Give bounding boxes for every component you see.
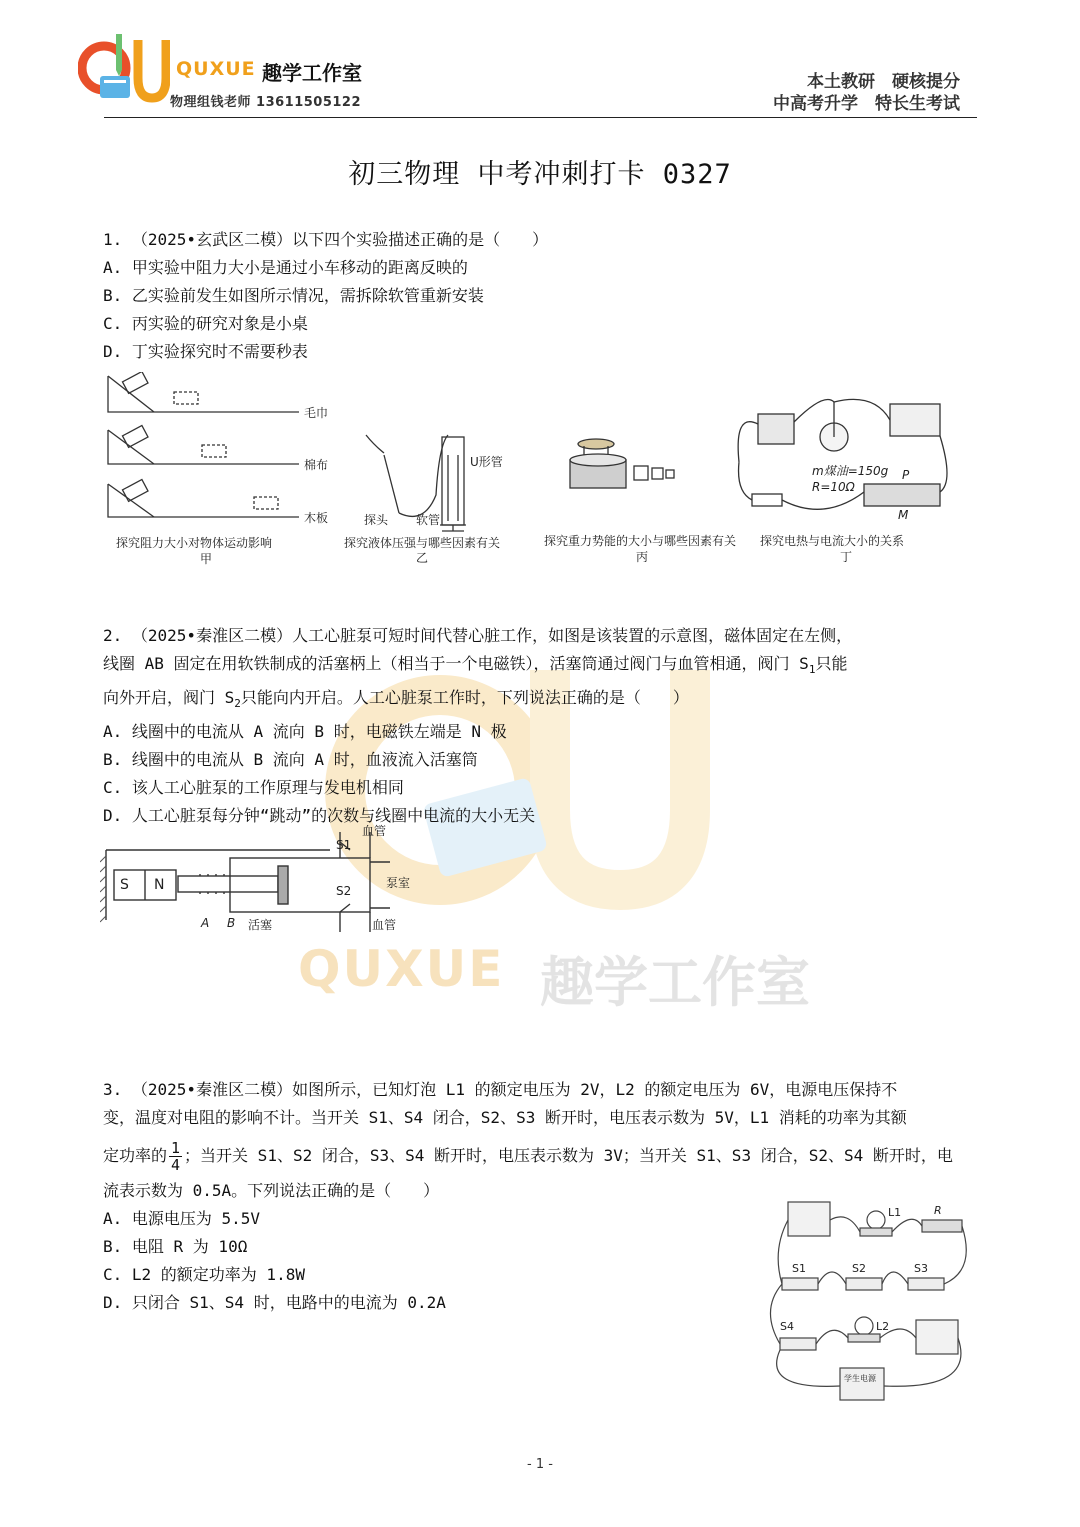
figure-ding xyxy=(734,392,954,567)
question-1-option-c: C. 丙实验的研究对象是小桌 xyxy=(103,314,308,333)
question-1-option-a: A. 甲实验中阻力大小是通过小车移动的距离反映的 xyxy=(103,258,468,277)
slogan-line-2: 中高考升学 特长生考试 xyxy=(773,94,960,114)
label-wood: 木板 xyxy=(304,511,329,525)
fraction-one-quarter: $\frac{1}{4}$ xyxy=(171,1139,181,1174)
brand-english: QUXUE xyxy=(176,58,256,80)
question-1-stem: 1. （2025•玄武区二模）以下四个实验描述正确的是（ ） xyxy=(103,230,549,249)
label-valve-s2: S2 xyxy=(336,884,352,898)
question-2 xyxy=(103,622,852,830)
question-2-option-c: C. 该人工心脏泵的工作原理与发电机相同 xyxy=(103,778,404,798)
question-3-line-1: 3. （2025•秦淮区二模）如图所示，已知灯泡 L1 的额定电压为 2V，L2 的额定电压为 6V，电源电压保持不 xyxy=(103,1080,898,1099)
caption-ding: 探究电热与电流大小的关系 xyxy=(760,534,905,548)
label-towel: 毛巾 xyxy=(304,406,329,420)
label-l2: L2 xyxy=(876,1320,890,1333)
tag-ding: 丁 xyxy=(840,550,853,564)
question-3-option-b: B. 电阻 R 为 10Ω xyxy=(103,1237,248,1256)
question-2-option-a: A. 线圈中的电流从 A 流向 B 时，电磁铁左端是 N 极 xyxy=(103,722,507,742)
label-magnet-n: N xyxy=(154,877,165,893)
caption-bing: 探究重力势能的大小与哪些因素有关 xyxy=(544,534,737,548)
label-valve-s1: S1 xyxy=(336,838,352,852)
label-probe: 探头 xyxy=(364,513,389,527)
watermark-en: QUXUE xyxy=(298,940,505,998)
question-2-line-2: 线圈 AB 固定在用软铁制成的活塞柄上（相当于一个电磁铁），活塞筒通过阀门与血管相通，阀门 $S_1$只能 xyxy=(103,654,848,677)
question-1 xyxy=(103,226,548,366)
label-p: P xyxy=(902,468,910,482)
header-divider xyxy=(104,117,977,118)
page-number: - 1 - xyxy=(527,1457,553,1472)
tag-yi: 乙 xyxy=(416,551,429,565)
caption-jia: 探究阻力大小对物体运动影响 xyxy=(116,536,273,550)
figure-circuit xyxy=(752,1190,977,1412)
label-mass: m煤油=150g xyxy=(812,464,889,478)
label-power-supply: 学生电源 xyxy=(844,1374,876,1383)
question-3-line-4: 流表示数为 0.5A。下列说法正确的是（ ） xyxy=(103,1181,440,1200)
question-1-option-d: D. 丁实验探究时不需要秒表 xyxy=(103,342,308,361)
figure-bing xyxy=(544,430,744,567)
label-coil-a: A xyxy=(201,916,210,930)
label-r: R xyxy=(934,1204,942,1217)
label-m: M xyxy=(898,508,909,522)
label-l1: L1 xyxy=(888,1206,902,1219)
label-coil-b: B xyxy=(227,916,236,930)
label-resistance: R=10Ω xyxy=(812,480,855,494)
slogan-line-1: 本土教研 硬核提分 xyxy=(807,72,960,92)
label-s4: S4 xyxy=(780,1320,794,1333)
label-cotton: 棉布 xyxy=(304,458,329,472)
caption-yi: 探究液体压强与哪些因素有关 xyxy=(344,536,501,550)
question-2-option-b: B. 线圈中的电流从 B 流向 A 时，血液流入活塞筒 xyxy=(103,750,478,770)
tag-bing: 丙 xyxy=(636,550,649,564)
teacher-contact: 物理组钱老师 13611505122 xyxy=(170,95,362,110)
question-3-option-a: A. 电源电压为 5.5V xyxy=(103,1209,261,1228)
figure-heart-pump xyxy=(100,822,430,934)
figure-jia xyxy=(104,372,344,567)
label-magnet-s: S xyxy=(120,877,129,893)
label-s3: S3 xyxy=(914,1262,928,1275)
question-3-line-3: 定功率的 $\frac{1}{4}$ ；当开关 S1、S2 闭合，S3、S4 断开时，电压表示数为 3V；当开关 S1、S3 闭合，S2、S4 断开时，电 xyxy=(103,1139,953,1174)
label-vessel-bottom: 血管 xyxy=(372,918,397,932)
brand-chinese: 趣学工作室 xyxy=(262,61,362,85)
label-vessel-top: 血管 xyxy=(362,824,387,838)
logo-icon xyxy=(78,30,170,110)
page-title: 初三物理 中考冲刺打卡 0327 xyxy=(348,159,732,190)
inclined-plane-diagram xyxy=(104,372,344,532)
label-s2: S2 xyxy=(852,1262,866,1275)
label-s1: S1 xyxy=(792,1262,806,1275)
label-chamber: 泵室 xyxy=(386,876,411,890)
label-hose: 软管 xyxy=(416,513,441,527)
tag-jia: 甲 xyxy=(200,552,213,566)
question-2-option-d: D. 人工心脏泵每分钟“跳动”的次数与线圈中电流的大小无关 xyxy=(103,806,536,826)
label-u-tube: U形管 xyxy=(470,455,503,469)
question-2-line-1: 2. （2025•秦淮区二模）人工心脏泵可短时间代替心脏工作，如图是该装置的示意图，磁体固定在左侧， xyxy=(103,626,853,645)
question-3-option-d: D. 只闭合 S1、S4 时，电路中的电流为 0.2A xyxy=(103,1293,446,1312)
label-piston: 活塞 xyxy=(248,918,273,932)
figure-yi xyxy=(344,425,524,567)
potential-energy-diagram xyxy=(544,430,744,530)
question-2-line-3: 向外开启，阀门 $S_2$只能向内开启。人工心脏泵工作时，下列说法正确的是（ ） xyxy=(103,688,689,711)
watermark-cn: 趣学工作室 xyxy=(540,951,810,1014)
question-3-line-2: 变，温度对电阻的影响不计。当开关 S1、S4 闭合，S2、S3 断开时，电压表示数为 5V，L1 消耗的功率为其额 xyxy=(103,1108,907,1127)
question-1-option-b: B. 乙实验前发生如图所示情况，需拆除软管重新安装 xyxy=(103,286,484,305)
question-3-option-c: C. L2 的额定功率为 1.8W xyxy=(103,1265,305,1284)
